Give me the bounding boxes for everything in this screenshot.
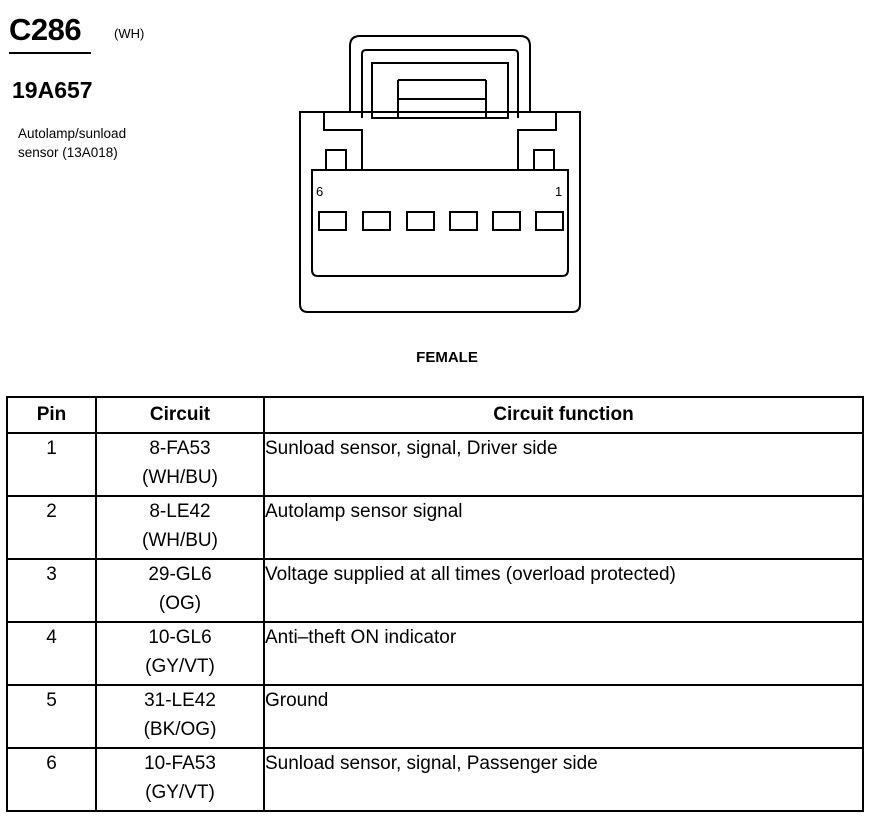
table-row — [7, 622, 863, 685]
pin-number: 2 — [7, 496, 96, 559]
connector-latch-inner — [362, 50, 518, 118]
circuit-function: Voltage supplied at all times (overload protected) — [264, 559, 863, 622]
table-row — [7, 685, 863, 748]
part-number: 19A657 — [12, 77, 93, 103]
circuit-cell — [96, 748, 264, 811]
pin-cavity — [536, 212, 563, 230]
circuit-function: Ground — [264, 685, 863, 748]
header-pin: Pin — [7, 397, 96, 433]
wire-color: (WH/BU) — [142, 467, 218, 488]
circuit-function: Sunload sensor, signal, Driver side — [264, 433, 863, 496]
connector-color-code: (WH) — [114, 26, 145, 41]
pin-number: 6 — [7, 748, 96, 811]
pin-label-left: 6 — [316, 184, 324, 199]
pin-label-right: 1 — [555, 184, 563, 199]
pin-cavity — [493, 212, 520, 230]
table-row — [7, 748, 863, 811]
header-circuit-function: Circuit function — [264, 397, 863, 433]
circuit-cell — [96, 622, 264, 685]
circuit-code: 10-GL6 — [148, 627, 212, 648]
circuit-cell — [96, 433, 264, 496]
table-row — [7, 496, 863, 559]
header-circuit: Circuit — [96, 397, 264, 433]
circuit-cell — [96, 685, 264, 748]
circuit-code: 29-GL6 — [148, 564, 212, 585]
pin-cavity — [450, 212, 477, 230]
table-header-row — [7, 397, 863, 433]
table-row — [7, 559, 863, 622]
connector-gender-label: FEMALE — [416, 349, 478, 366]
pin-cavity — [407, 212, 434, 230]
component-name-line-2: sensor (13A018) — [18, 145, 118, 160]
pinout-table — [6, 396, 864, 812]
circuit-code: 8-LE42 — [149, 501, 211, 522]
wire-color: (WH/BU) — [142, 530, 218, 551]
pin-cavity — [363, 212, 390, 230]
circuit-cell — [96, 496, 264, 559]
circuit-function: Autolamp sensor signal — [264, 496, 863, 559]
pin-number: 5 — [7, 685, 96, 748]
pin-number: 3 — [7, 559, 96, 622]
connector-lock-left — [300, 112, 362, 170]
table-row — [7, 433, 863, 496]
circuit-code: 31-LE42 — [144, 690, 216, 711]
connector-id: C286 — [9, 12, 82, 47]
wire-color: (BK/OG) — [143, 719, 217, 740]
pin-cavity — [319, 212, 346, 230]
component-name-line-1: Autolamp/sunload — [18, 126, 127, 141]
circuit-function: Sunload sensor, signal, Passenger side — [264, 748, 863, 811]
wire-color: (OG) — [158, 593, 202, 614]
pin-number: 4 — [7, 622, 96, 685]
wire-color: (GY/VT) — [145, 782, 215, 803]
pin-number: 1 — [7, 433, 96, 496]
connector-latch-outer — [350, 36, 530, 112]
connector-lock-right — [518, 112, 580, 170]
circuit-code: 10-FA53 — [144, 753, 216, 774]
connector-face-diagram — [0, 0, 870, 340]
wire-color: (GY/VT) — [145, 656, 215, 677]
connector-latch-slot — [372, 63, 508, 118]
circuit-code: 8-FA53 — [149, 438, 211, 459]
circuit-cell — [96, 559, 264, 622]
connector-inner-face — [312, 170, 568, 276]
circuit-function: Anti–theft ON indicator — [264, 622, 863, 685]
